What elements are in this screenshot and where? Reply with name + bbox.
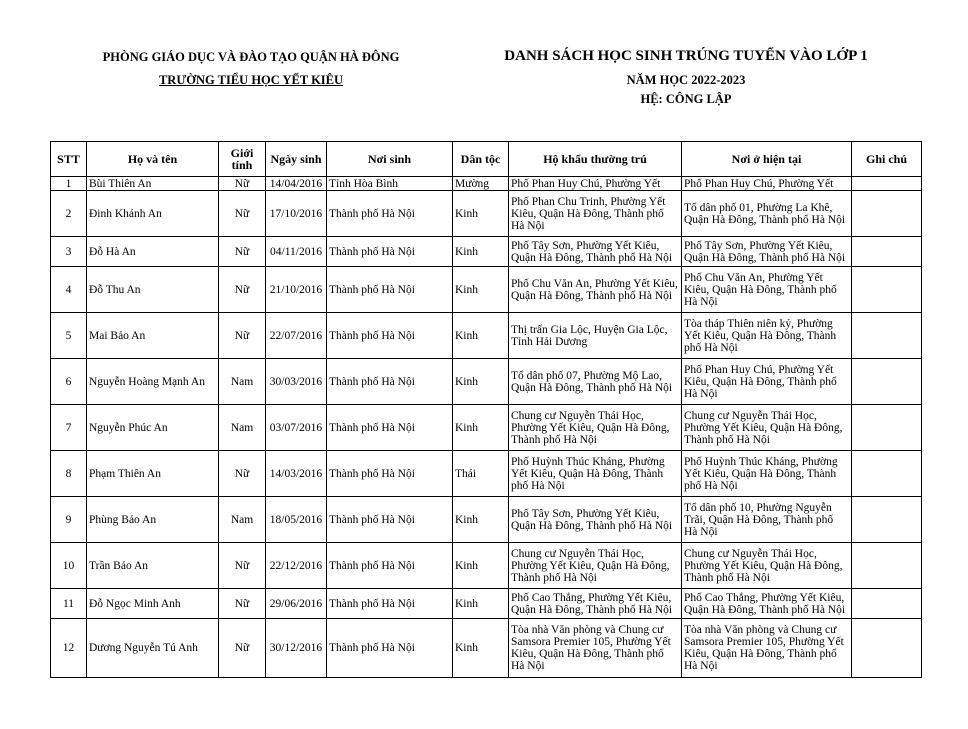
cell-residence: Phố Huỳnh Thúc Kháng, Phường Yết Kiêu, Quận Hà Đông, Thành phố Hà Nội (509, 451, 682, 497)
column-header-name: Họ và tên (87, 142, 219, 177)
cell-stt: 5 (51, 313, 87, 359)
cell-residence: Phố Phan Huy Chú, Phường Yết (509, 177, 682, 191)
table-row (51, 543, 922, 589)
cell-gender: Nam (219, 405, 266, 451)
table-row (51, 359, 922, 405)
table-row (51, 405, 922, 451)
cell-current-address: Tòa tháp Thiên niên kỷ, Phường Yết Kiêu, Quận Hà Đông, Thành phố Hà Nội (682, 313, 852, 359)
cell-residence: Phố Cao Thắng, Phường Yết Kiêu, Quận Hà Đông, Thành phố Hà Nội (509, 589, 682, 619)
cell-birthplace: Thành phố Hà Nội (327, 543, 453, 589)
cell-note (852, 237, 922, 267)
cell-birthplace: Thành phố Hà Nội (327, 497, 453, 543)
cell-name: Nguyễn Hoàng Mạnh An (87, 359, 219, 405)
cell-dob: 14/03/2016 (266, 451, 327, 497)
cell-stt: 3 (51, 237, 87, 267)
cell-name: Đỗ Hà An (87, 237, 219, 267)
cell-current-address: Phố Phan Huy Chú, Phường Yết (682, 177, 852, 191)
student-table (50, 141, 922, 678)
column-header-dob: Ngày sinh (266, 142, 327, 177)
cell-gender: Nữ (219, 177, 266, 191)
cell-name: Đinh Khánh An (87, 191, 219, 237)
cell-name: Phùng Bảo An (87, 497, 219, 543)
cell-birthplace: Thành phố Hà Nội (327, 191, 453, 237)
cell-birthplace: Thành phố Hà Nội (327, 405, 453, 451)
cell-ethnicity: Kinh (453, 405, 509, 451)
cell-note (852, 191, 922, 237)
cell-stt: 9 (51, 497, 87, 543)
cell-stt: 12 (51, 619, 87, 678)
column-header-residence: Hộ khẩu thường trú (509, 142, 682, 177)
cell-residence: Chung cư Nguyễn Thái Học, Phường Yết Kiêu, Quận Hà Đông, Thành phố Hà Nội (509, 543, 682, 589)
table-row (51, 267, 922, 313)
cell-ethnicity: Kinh (453, 543, 509, 589)
column-header-ethnicity: Dân tộc (453, 142, 509, 177)
cell-note (852, 267, 922, 313)
cell-current-address: Tổ dân phố 10, Phường Nguyễn Trãi, Quận Hà Đông, Thành phố Hà Nội (682, 497, 852, 543)
column-header-gender: Giới tính (219, 142, 266, 177)
cell-name: Dương Nguyễn Tú Anh (87, 619, 219, 678)
cell-note (852, 405, 922, 451)
cell-note (852, 497, 922, 543)
cell-birthplace: Thành phố Hà Nội (327, 359, 453, 405)
cell-name: Phạm Thiên An (87, 451, 219, 497)
document-title: DANH SÁCH HỌC SINH TRÚNG TUYỂN VÀO LỚP 1 (504, 48, 868, 64)
cell-birthplace: Tỉnh Hòa Bình (327, 177, 453, 191)
cell-dob: 18/05/2016 (266, 497, 327, 543)
cell-note (852, 177, 922, 191)
cell-residence: Phố Chu Văn An, Phường Yết Kiêu, Quận Hà Đông, Thành phố Hà Nội (509, 267, 682, 313)
cell-birthplace: Thành phố Hà Nội (327, 589, 453, 619)
cell-ethnicity: Thái (453, 451, 509, 497)
cell-dob: 29/06/2016 (266, 589, 327, 619)
cell-note (852, 619, 922, 678)
cell-ethnicity: Mường (453, 177, 509, 191)
cell-stt: 6 (51, 359, 87, 405)
cell-stt: 8 (51, 451, 87, 497)
cell-birthplace: Thành phố Hà Nội (327, 313, 453, 359)
cell-residence: Chung cư Nguyễn Thái Học, Phường Yết Kiêu, Quận Hà Đông, Thành phố Hà Nội (509, 405, 682, 451)
cell-stt: 10 (51, 543, 87, 589)
table-row (51, 177, 922, 191)
cell-residence: Phố Tây Sơn, Phường Yết Kiêu, Quận Hà Đông, Thành phố Hà Nội (509, 497, 682, 543)
cell-dob: 03/07/2016 (266, 405, 327, 451)
cell-ethnicity: Kinh (453, 237, 509, 267)
cell-ethnicity: Kinh (453, 313, 509, 359)
cell-residence: Tòa nhà Văn phòng và Chung cư Samsora Premier 105, Phường Yết Kiêu, Quận Hà Đông, Thành phố Hà Nội (509, 619, 682, 678)
cell-stt: 7 (51, 405, 87, 451)
cell-note (852, 543, 922, 589)
cell-note (852, 313, 922, 359)
cell-note (852, 589, 922, 619)
cell-ethnicity: Kinh (453, 497, 509, 543)
column-header-birthplace: Nơi sinh (327, 142, 453, 177)
cell-residence: Phố Phan Chu Trinh, Phường Yết Kiêu, Quận Hà Đông, Thành phố Hà Nội (509, 191, 682, 237)
cell-residence: Tổ dân phố 07, Phường Mộ Lao, Quận Hà Đông, Thành phố Hà Nội (509, 359, 682, 405)
table-header-row (51, 142, 922, 177)
cell-current-address: Phố Tây Sơn, Phường Yết Kiêu, Quận Hà Đông, Thành phố Hà Nội (682, 237, 852, 267)
table-body (51, 177, 922, 678)
cell-gender: Nam (219, 497, 266, 543)
table-row (51, 237, 922, 267)
cell-gender: Nữ (219, 619, 266, 678)
cell-name: Trần Bảo An (87, 543, 219, 589)
cell-current-address: Tòa nhà Văn phòng và Chung cư Samsora Premier 105, Phường Yết Kiêu, Quận Hà Đông, Thành phố Hà Nội (682, 619, 852, 678)
table-row (51, 619, 922, 678)
cell-current-address: Tổ dân phố 01, Phường La Khê, Quận Hà Đông, Thành phố Hà Nội (682, 191, 852, 237)
cell-note (852, 451, 922, 497)
cell-stt: 4 (51, 267, 87, 313)
column-header-note: Ghi chú (852, 142, 922, 177)
cell-gender: Nữ (219, 267, 266, 313)
cell-birthplace: Thành phố Hà Nội (327, 237, 453, 267)
school-name: TRƯỜNG TIỂU HỌC YẾT KIÊU (158, 73, 344, 87)
cell-stt: 2 (51, 191, 87, 237)
cell-birthplace: Thành phố Hà Nội (327, 451, 453, 497)
cell-current-address: Chung cư Nguyễn Thái Học, Phường Yết Kiêu, Quận Hà Đông, Thành phố Hà Nội (682, 543, 852, 589)
cell-ethnicity: Kinh (453, 267, 509, 313)
school-system: HỆ: CÔNG LẬP (640, 92, 732, 106)
cell-current-address: Phố Cao Thắng, Phường Yết Kiêu, Quận Hà Đông, Thành phố Hà Nội (682, 589, 852, 619)
cell-residence: Phố Tây Sơn, Phường Yết Kiêu, Quận Hà Đông, Thành phố Hà Nội (509, 237, 682, 267)
cell-dob: 22/12/2016 (266, 543, 327, 589)
cell-dob: 22/07/2016 (266, 313, 327, 359)
cell-note (852, 359, 922, 405)
cell-current-address: Chung cư Nguyễn Thái Học, Phường Yết Kiêu, Quận Hà Đông, Thành phố Hà Nội (682, 405, 852, 451)
cell-name: Đỗ Ngọc Minh Anh (87, 589, 219, 619)
cell-birthplace: Thành phố Hà Nội (327, 267, 453, 313)
cell-current-address: Phố Chu Văn An, Phường Yết Kiêu, Quận Hà Đông, Thành phố Hà Nội (682, 267, 852, 313)
cell-current-address: Phố Phan Huy Chú, Phường Yết Kiêu, Quận Hà Đông, Thành phố Hà Nội (682, 359, 852, 405)
cell-dob: 21/10/2016 (266, 267, 327, 313)
cell-ethnicity: Kinh (453, 191, 509, 237)
column-header-stt: STT (51, 142, 87, 177)
cell-gender: Nữ (219, 589, 266, 619)
cell-gender: Nam (219, 359, 266, 405)
cell-name: Bùi Thiên An (87, 177, 219, 191)
cell-dob: 14/04/2016 (266, 177, 327, 191)
table-row (51, 313, 922, 359)
cell-stt: 11 (51, 589, 87, 619)
cell-name: Mai Bảo An (87, 313, 219, 359)
table-row (51, 191, 922, 237)
cell-gender: Nữ (219, 313, 266, 359)
table-row (51, 497, 922, 543)
department-name: PHÒNG GIÁO DỤC VÀ ĐÀO TẠO QUẬN HÀ ĐÔNG (102, 50, 400, 64)
cell-dob: 04/11/2016 (266, 237, 327, 267)
table-row (51, 451, 922, 497)
cell-dob: 17/10/2016 (266, 191, 327, 237)
cell-ethnicity: Kinh (453, 359, 509, 405)
cell-gender: Nữ (219, 543, 266, 589)
column-header-current-address: Nơi ở hiện tại (682, 142, 852, 177)
cell-gender: Nữ (219, 191, 266, 237)
cell-gender: Nữ (219, 451, 266, 497)
table-row (51, 589, 922, 619)
cell-ethnicity: Kinh (453, 589, 509, 619)
cell-dob: 30/03/2016 (266, 359, 327, 405)
school-year: NĂM HỌC 2022-2023 (626, 73, 746, 87)
cell-gender: Nữ (219, 237, 266, 267)
cell-current-address: Phố Huỳnh Thúc Kháng, Phường Yết Kiêu, Quận Hà Đông, Thành phố Hà Nội (682, 451, 852, 497)
cell-dob: 30/12/2016 (266, 619, 327, 678)
cell-name: Đỗ Thu An (87, 267, 219, 313)
cell-birthplace: Thành phố Hà Nội (327, 619, 453, 678)
cell-stt: 1 (51, 177, 87, 191)
cell-ethnicity: Kinh (453, 619, 509, 678)
cell-name: Nguyễn Phúc An (87, 405, 219, 451)
cell-residence: Thị trấn Gia Lộc, Huyện Gia Lộc, Tỉnh Hải Dương (509, 313, 682, 359)
